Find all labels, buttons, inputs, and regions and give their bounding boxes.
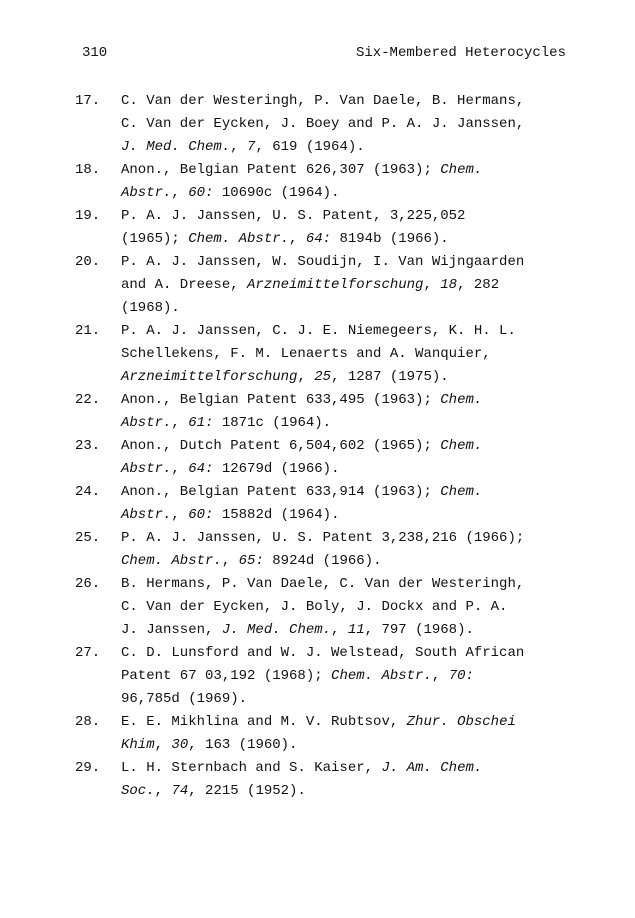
reference-item bbox=[75, 389, 575, 435]
reference-item bbox=[75, 320, 575, 389]
reference-text: , bbox=[171, 415, 189, 431]
reference-text: , bbox=[289, 231, 306, 247]
reference-text: and A. Dreese, bbox=[121, 277, 248, 293]
reference-text: P. A. J. Janssen, C. J. E. Niemegeers, K. H. L. bbox=[121, 323, 516, 339]
reference-number: 28. bbox=[75, 714, 101, 730]
reference-text: Anon., Dutch Patent 6,504,602 (1965); bbox=[121, 438, 441, 454]
italic-text: 25 bbox=[314, 369, 332, 385]
reference-line bbox=[121, 757, 575, 780]
reference-number: 29. bbox=[75, 760, 101, 776]
italic-text: J. Am. Chem. bbox=[381, 760, 483, 776]
running-title: Six-Membered Heterocycles bbox=[355, 45, 566, 61]
italic-text: Chem. bbox=[440, 162, 483, 178]
italic-text: Chem. Abstr. bbox=[331, 668, 432, 684]
reference-list bbox=[75, 90, 575, 803]
reference-text: , bbox=[230, 139, 248, 155]
reference-line bbox=[121, 343, 575, 366]
reference-number: 18. bbox=[75, 162, 101, 178]
italic-text: 60: bbox=[188, 185, 214, 201]
italic-text: 30 bbox=[171, 737, 189, 753]
reference-text: Patent 67 03,192 (1968); bbox=[121, 668, 332, 684]
reference-text: , bbox=[154, 737, 172, 753]
reference-text: J. Janssen, bbox=[121, 622, 222, 638]
reference-item bbox=[75, 90, 575, 159]
italic-text: 64: bbox=[305, 231, 332, 247]
reference-line bbox=[121, 205, 575, 228]
reference-text: Anon., Belgian Patent 633,914 (1963); bbox=[121, 484, 441, 500]
reference-text: L. H. Sternbach and S. Kaiser, bbox=[121, 760, 382, 776]
reference-line bbox=[121, 297, 575, 320]
reference-text: , 282 bbox=[457, 277, 500, 293]
italic-text: 74 bbox=[171, 783, 189, 799]
reference-number: 22. bbox=[75, 392, 101, 408]
reference-line bbox=[121, 504, 575, 527]
reference-text: P. A. J. Janssen, U. S. Patent, 3,225,052 bbox=[121, 208, 466, 224]
reference-line bbox=[121, 274, 575, 297]
italic-text: 65: bbox=[238, 553, 264, 569]
italic-text: Chem. Abstr. bbox=[188, 231, 290, 247]
reference-number: 25. bbox=[75, 530, 101, 546]
reference-text: , bbox=[171, 507, 189, 523]
reference-number: 21. bbox=[75, 323, 101, 339]
italic-text: Arzneimittelforschung bbox=[247, 277, 424, 293]
reference-text: C. Van der Eycken, J. Boly, J. Dockx and P. A. bbox=[121, 599, 508, 615]
reference-text: (1968). bbox=[121, 300, 180, 316]
reference-line bbox=[121, 182, 575, 205]
reference-item bbox=[75, 251, 575, 320]
reference-line bbox=[121, 734, 575, 757]
italic-text: Chem. Abstr. bbox=[121, 553, 222, 569]
reference-text: , bbox=[297, 369, 315, 385]
reference-text: , bbox=[331, 622, 348, 638]
reference-number: 26. bbox=[75, 576, 101, 592]
italic-text: Chem. bbox=[440, 438, 483, 454]
reference-text: , bbox=[154, 783, 172, 799]
italic-text: Khim bbox=[121, 737, 155, 753]
reference-item bbox=[75, 205, 575, 251]
italic-text: Abstr. bbox=[121, 507, 172, 523]
reference-line bbox=[121, 159, 575, 182]
reference-item bbox=[75, 527, 575, 573]
reference-text: , bbox=[431, 668, 449, 684]
reference-number: 27. bbox=[75, 645, 101, 661]
reference-line bbox=[121, 389, 575, 412]
italic-text: Arzneimittelforschung bbox=[121, 369, 298, 385]
reference-text: 10690c (1964). bbox=[213, 185, 340, 201]
italic-text: Abstr. bbox=[121, 185, 172, 201]
reference-line bbox=[121, 619, 575, 642]
reference-number: 20. bbox=[75, 254, 101, 270]
italic-text: 64: bbox=[188, 461, 214, 477]
reference-text: 96,785d (1969). bbox=[121, 691, 248, 707]
reference-line bbox=[121, 113, 575, 136]
reference-line bbox=[121, 665, 575, 688]
italic-text: Zhur. Obschei bbox=[406, 714, 516, 730]
reference-text: E. E. Mikhlina and M. V. Rubtsov, bbox=[121, 714, 407, 730]
reference-text: B. Hermans, P. Van Daele, C. Van der Westeringh, bbox=[121, 576, 525, 592]
reference-text: C. D. Lunsford and W. J. Welstead, South African bbox=[121, 645, 525, 661]
reference-text: , 619 (1964). bbox=[255, 139, 365, 155]
reference-text: P. A. J. Janssen, U. S. Patent 3,238,216 (1966); bbox=[121, 530, 525, 546]
reference-text: , 163 (1960). bbox=[188, 737, 298, 753]
reference-text: , 797 (1968). bbox=[364, 622, 474, 638]
reference-text: (1965); bbox=[121, 231, 189, 247]
reference-item bbox=[75, 757, 575, 803]
reference-text: Schellekens, F. M. Lenaerts and A. Wanquier, bbox=[121, 346, 491, 362]
reference-number: 24. bbox=[75, 484, 101, 500]
reference-text: 1871c (1964). bbox=[213, 415, 332, 431]
reference-line bbox=[121, 642, 575, 665]
reference-line bbox=[121, 90, 575, 113]
reference-item bbox=[75, 642, 575, 711]
reference-text: Anon., Belgian Patent 626,307 (1963); bbox=[121, 162, 441, 178]
reference-text: 8194b (1966). bbox=[331, 231, 449, 247]
reference-number: 23. bbox=[75, 438, 101, 454]
reference-text: 12679d (1966). bbox=[213, 461, 340, 477]
reference-line bbox=[121, 412, 575, 435]
reference-line bbox=[121, 688, 575, 711]
reference-line bbox=[121, 596, 575, 619]
italic-text: 61: bbox=[188, 415, 214, 431]
reference-text: , 1287 (1975). bbox=[331, 369, 449, 385]
reference-line bbox=[121, 481, 575, 504]
reference-item bbox=[75, 481, 575, 527]
italic-text: 18 bbox=[440, 277, 458, 293]
reference-line bbox=[121, 780, 575, 803]
italic-text: J. Med. Chem. bbox=[221, 622, 332, 638]
reference-text: , 2215 (1952). bbox=[188, 783, 306, 799]
italic-text: Soc. bbox=[121, 783, 155, 799]
reference-text: , bbox=[171, 461, 189, 477]
page-number: 310 bbox=[82, 45, 108, 61]
reference-number: 19. bbox=[75, 208, 101, 224]
italic-text: 60: bbox=[188, 507, 214, 523]
italic-text: Chem. bbox=[440, 484, 483, 500]
reference-line bbox=[121, 458, 575, 481]
reference-line bbox=[121, 711, 575, 734]
italic-text: 11 bbox=[347, 622, 365, 638]
reference-number: 17. bbox=[75, 93, 101, 109]
reference-line bbox=[121, 435, 575, 458]
reference-line bbox=[121, 573, 575, 596]
reference-text: P. A. J. Janssen, W. Soudijn, I. Van Wijngaarden bbox=[121, 254, 525, 270]
reference-text: , bbox=[171, 185, 189, 201]
reference-line bbox=[121, 136, 575, 159]
reference-line bbox=[121, 366, 575, 389]
reference-text: , bbox=[423, 277, 441, 293]
reference-item bbox=[75, 159, 575, 205]
italic-text: Abstr. bbox=[121, 461, 172, 477]
reference-line bbox=[121, 228, 575, 251]
reference-text: , bbox=[221, 553, 239, 569]
italic-text: Chem. bbox=[440, 392, 483, 408]
reference-item bbox=[75, 711, 575, 757]
italic-text: J. Med. Chem. bbox=[121, 139, 231, 155]
reference-item bbox=[75, 435, 575, 481]
reference-line bbox=[121, 527, 575, 550]
reference-text: C. Van der Eycken, J. Boey and P. A. J. Janssen, bbox=[121, 116, 525, 132]
reference-text: Anon., Belgian Patent 633,495 (1963); bbox=[121, 392, 441, 408]
reference-item bbox=[75, 573, 575, 642]
reference-text: C. Van der Westeringh, P. Van Daele, B. Hermans, bbox=[121, 93, 525, 109]
reference-text: 15882d (1964). bbox=[213, 507, 340, 523]
italic-text: 70: bbox=[448, 668, 474, 684]
reference-line bbox=[121, 320, 575, 343]
italic-text: 7 bbox=[247, 139, 256, 155]
italic-text: Abstr. bbox=[121, 415, 172, 431]
reference-line bbox=[121, 550, 575, 573]
reference-line bbox=[121, 251, 575, 274]
reference-text: 8924d (1966). bbox=[263, 553, 382, 569]
